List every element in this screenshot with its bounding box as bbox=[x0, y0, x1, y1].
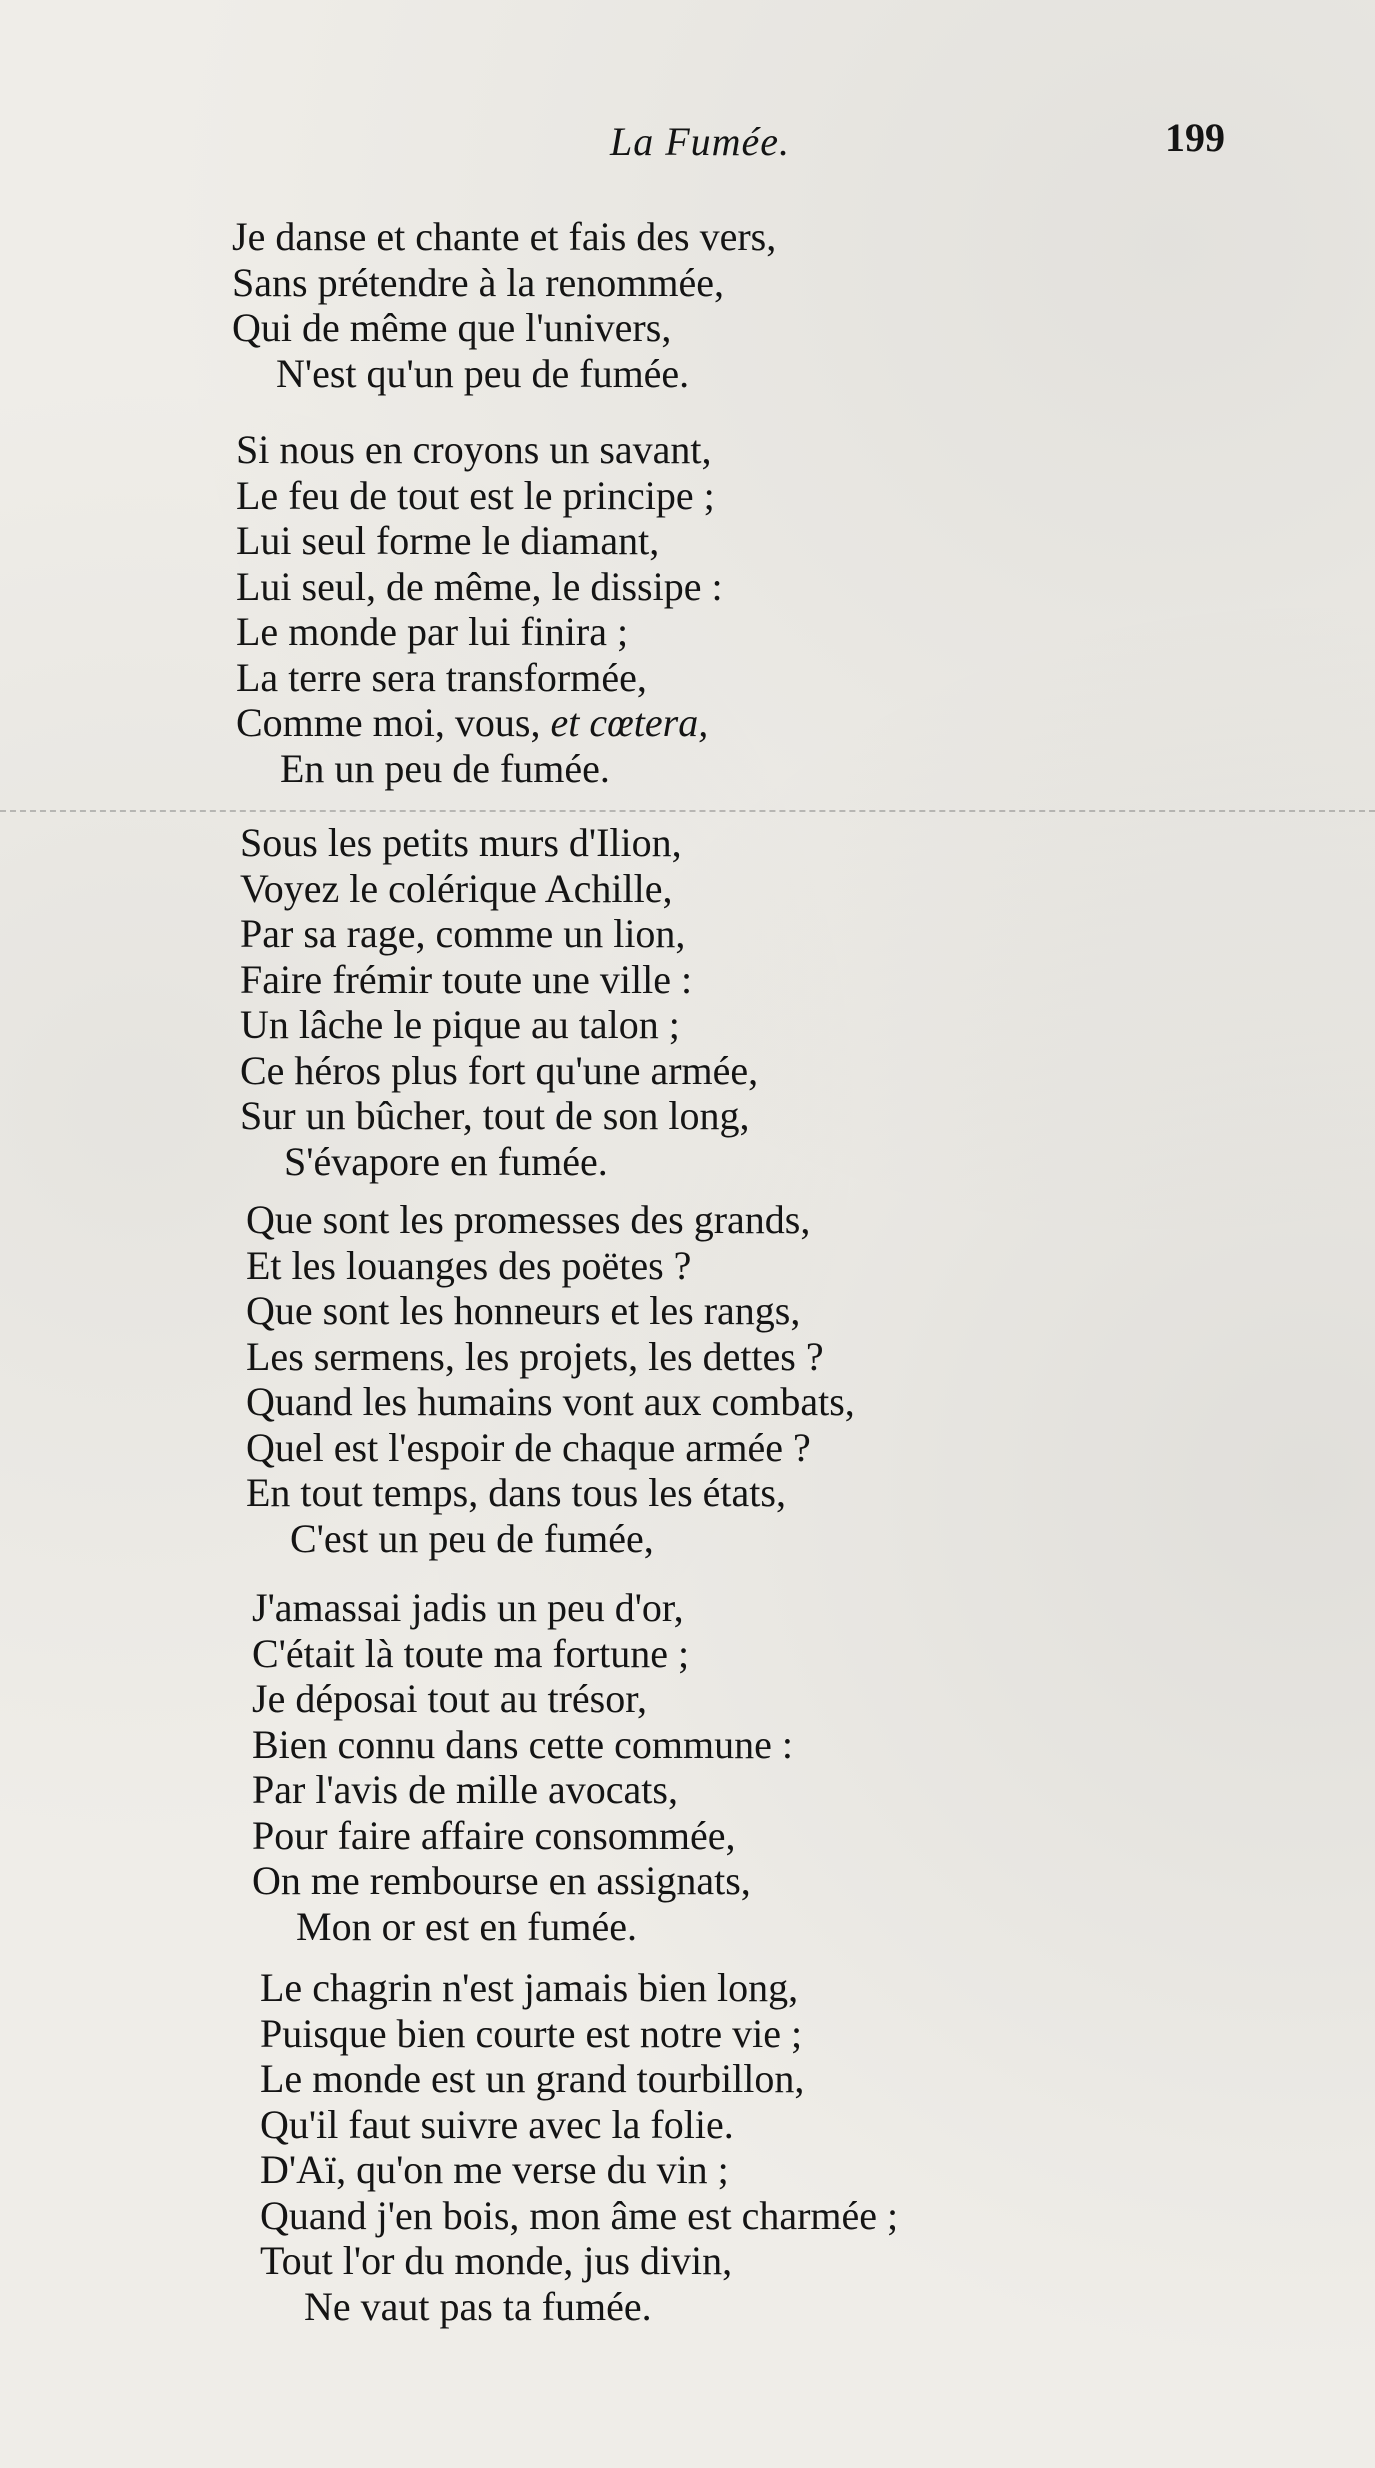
stanza-3 bbox=[240, 820, 758, 1184]
verse-line: Les sermens, les projets, les dettes ? bbox=[246, 1333, 824, 1379]
verse-line: Quand j'en bois, mon âme est charmée ; bbox=[260, 2192, 899, 2238]
page-number: 199 bbox=[1165, 115, 1225, 160]
verse-line: Pour faire affaire consommée, bbox=[252, 1812, 736, 1858]
verse-line: Bien connu dans cette commune : bbox=[252, 1721, 793, 1767]
verse-line: Je déposai tout au trésor, bbox=[252, 1676, 647, 1721]
verse-line: En un peu de fumée. bbox=[280, 745, 610, 791]
verse-line: En tout temps, dans tous les états, bbox=[246, 1470, 786, 1515]
verse-line: D'Aï, qu'on me verse du vin ; bbox=[260, 2147, 729, 2192]
verse-line: Ne vaut pas ta fumée. bbox=[304, 2283, 652, 2329]
stanza-5 bbox=[252, 1585, 793, 1949]
verse-line: Et les louanges des poëtes ? bbox=[246, 1242, 692, 1288]
verse-line: Quand les humains vont aux combats, bbox=[246, 1379, 855, 1424]
verse-line: Qui de même que l'univers, bbox=[232, 305, 672, 350]
stanza-4 bbox=[246, 1197, 855, 1561]
stanza-1 bbox=[232, 214, 776, 396]
verse-line: Quel est l'espoir de chaque armée ? bbox=[246, 1424, 811, 1470]
verse-line: Le monde est un grand tourbillon, bbox=[260, 2056, 805, 2101]
verse-line: Que sont les honneurs et les rangs, bbox=[246, 1288, 801, 1333]
verse-line: Puisque bien courte est notre vie ; bbox=[260, 2010, 803, 2056]
verse-line: Que sont les promesses des grands, bbox=[246, 1197, 811, 1242]
verse-line: Par sa rage, comme un lion, bbox=[240, 911, 686, 956]
verse-line: Sous les petits murs d'Ilion, bbox=[240, 820, 682, 865]
verse-line: Faire frémir toute une ville : bbox=[240, 956, 693, 1002]
verse-line: Le chagrin n'est jamais bien long, bbox=[260, 1965, 799, 2010]
verse-line: Par l'avis de mille avocats, bbox=[252, 1767, 678, 1812]
stanza-2 bbox=[236, 427, 723, 791]
verse-line bbox=[236, 700, 723, 746]
verse-line: Si nous en croyons un savant, bbox=[236, 427, 712, 472]
page-fold-line bbox=[0, 810, 1375, 812]
verse-line: La terre sera transformée, bbox=[236, 654, 647, 700]
verse-line: Ce héros plus fort qu'une armée, bbox=[240, 1047, 759, 1093]
verse-line: N'est qu'un peu de fumée. bbox=[276, 350, 690, 396]
verse-line: J'amassai jadis un peu d'or, bbox=[252, 1585, 684, 1630]
verse-line-italic: et cœtera, bbox=[550, 700, 709, 745]
verse-line: Le feu de tout est le principe ; bbox=[236, 472, 715, 518]
verse-line: S'évapore en fumée. bbox=[284, 1138, 608, 1184]
verse-line: Lui seul, de même, le dissipe : bbox=[236, 563, 723, 609]
verse-line: Je danse et chante et fais des vers, bbox=[232, 214, 777, 259]
stanza-6 bbox=[260, 1965, 898, 2329]
verse-line: Voyez le colérique Achille, bbox=[240, 865, 673, 911]
verse-line: Sur un bûcher, tout de son long, bbox=[240, 1093, 750, 1138]
verse-line: Sans prétendre à la renommée, bbox=[232, 259, 725, 305]
verse-line: Un lâche le pique au talon ; bbox=[240, 1002, 680, 1047]
verse-line: Qu'il faut suivre avec la folie. bbox=[260, 2101, 734, 2147]
verse-line: C'était là toute ma fortune ; bbox=[252, 1630, 690, 1676]
verse-line: Le monde par lui finira ; bbox=[236, 609, 629, 654]
running-title: La Fumée. bbox=[609, 119, 791, 164]
verse-line: Lui seul forme le diamant, bbox=[236, 518, 660, 563]
verse-line-text: Comme moi, vous, bbox=[236, 700, 541, 745]
verse-line: Tout l'or du monde, jus divin, bbox=[260, 2238, 733, 2283]
verse-line: C'est un peu de fumée, bbox=[290, 1515, 654, 1561]
verse-line: Mon or est en fumée. bbox=[296, 1903, 638, 1949]
verse-line: On me rembourse en assignats, bbox=[252, 1858, 751, 1903]
